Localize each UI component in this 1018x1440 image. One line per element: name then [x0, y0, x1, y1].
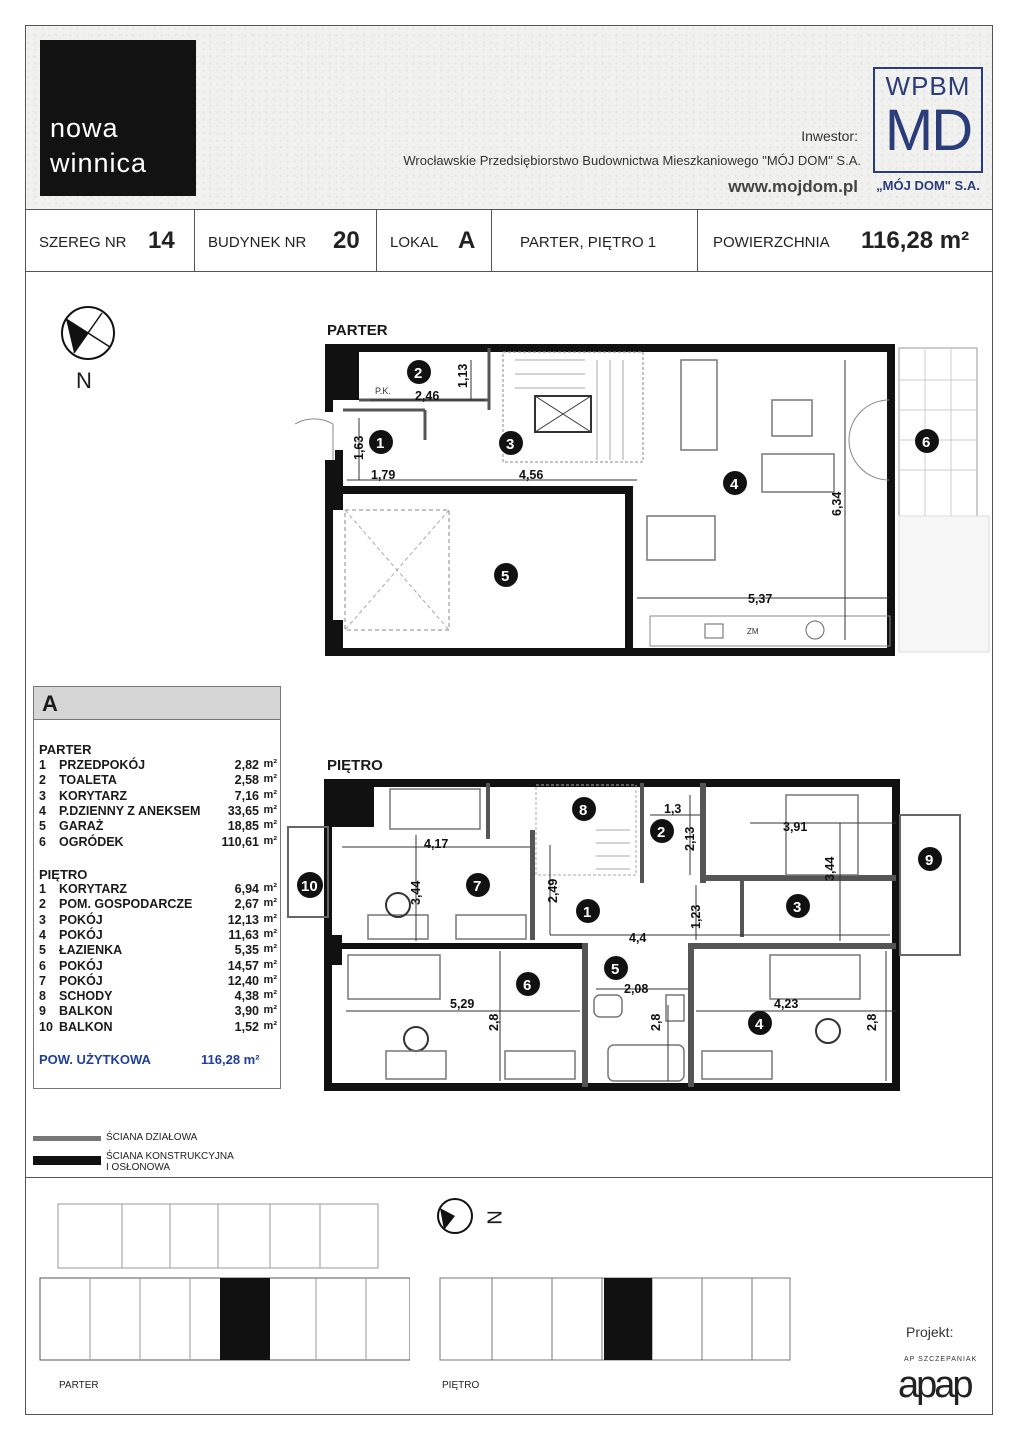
svg-text:8: 8	[579, 802, 588, 819]
legend-n: 10	[39, 1019, 53, 1034]
svg-text:5: 5	[501, 568, 510, 585]
pietro-dim-11: 5,29	[450, 997, 475, 1011]
svg-text:4: 4	[755, 1016, 764, 1033]
legend-n: 2	[39, 897, 46, 912]
compass-north-label: N	[76, 368, 92, 393]
legend-name: KORYTARZ	[59, 788, 128, 803]
budynek-label: BUDYNEK NR	[208, 234, 307, 251]
legend-unit: m²	[263, 1019, 277, 1032]
pietro-dim-7: 3,44	[823, 856, 837, 881]
legend-unit: m²	[263, 788, 277, 801]
legend-name: PRZEDPOKÓJ	[59, 758, 146, 772]
pietro-dim-12: 2,8	[487, 1013, 501, 1031]
lokal-label: LOKAL	[390, 234, 439, 251]
legend-name: POM. GOSPODARCZE	[59, 897, 193, 912]
logo-wpbm-text: WPBM	[885, 71, 971, 101]
pietro-dim-4: 1,3	[664, 802, 682, 816]
parter-dim-6: 6,34	[830, 491, 844, 516]
svg-text:3: 3	[506, 436, 515, 453]
legend-n: 4	[39, 803, 46, 818]
legend-name: POKÓJ	[59, 927, 103, 942]
levels-value: PARTER, PIĘTRO 1	[520, 234, 657, 251]
pietro-dim-1: 4,17	[424, 837, 449, 851]
legend-area: 2,58	[234, 773, 259, 788]
svg-text:1: 1	[583, 904, 592, 921]
pietro-dim-13: 2,8	[649, 1013, 663, 1031]
legend-area: 4,38	[234, 989, 259, 1004]
project-label: Projekt:	[906, 1324, 954, 1340]
legend-total-label: POW. UŻYTKOWA	[39, 1052, 151, 1067]
pk-label: P.K.	[375, 386, 391, 396]
parter-dim-3: 1,63	[352, 435, 366, 460]
pietro-dim-3: 2,49	[546, 878, 560, 903]
legend-n: 6	[39, 834, 46, 849]
legend-unit-letter: A	[42, 691, 58, 716]
dividing-wall-label: ŚCIANA DZIAŁOWA	[106, 1132, 198, 1143]
parter-dim-7: 5,37	[748, 592, 773, 606]
legend-area: 14,57	[227, 958, 259, 973]
pietro-dim-14: 4,23	[774, 997, 799, 1011]
investor-name: Wrocławskie Przedsiębiorstwo Budownictwa Mieszkaniowego "MÓJ DOM" S.A.	[403, 153, 861, 168]
legend-name: POKÓJ	[59, 958, 103, 973]
svg-text:3: 3	[793, 899, 802, 916]
legend-area: 33,65	[227, 803, 259, 818]
svg-text:7: 7	[473, 878, 482, 895]
legend-name: ŁAZIENKA	[59, 943, 123, 958]
szereg-label: SZEREG NR	[39, 234, 127, 251]
legend-name: OGRÓDEK	[59, 834, 124, 849]
legend-n: 9	[39, 1004, 46, 1019]
svg-text:9: 9	[925, 852, 934, 869]
legend-area: 2,67	[234, 897, 259, 912]
legend-unit: m²	[263, 912, 277, 925]
legend-area: 5,35	[234, 943, 259, 958]
pietro-title: PIĘTRO	[327, 757, 383, 774]
logo-line-1: nowa	[50, 113, 119, 143]
legend-n: 8	[39, 989, 46, 1004]
budynek-value: 20	[333, 227, 360, 254]
project-studio: AP SZCZEPANIAK	[904, 1356, 978, 1363]
legend-unit: m²	[263, 973, 277, 986]
pietro-dim-8: 1,23	[689, 904, 703, 929]
legend-name: GARAŻ	[59, 819, 104, 834]
parter-title: PARTER	[327, 322, 388, 339]
parter-dim-1: 2,46	[415, 389, 440, 403]
legend-n: 3	[39, 788, 46, 803]
legend-unit: m²	[263, 758, 277, 770]
legend-unit: m²	[263, 989, 277, 1002]
logo-md-text: MD	[884, 98, 972, 163]
legend-n: 6	[39, 958, 46, 973]
legend-n: 2	[39, 773, 46, 788]
legend-unit: m²	[263, 1004, 277, 1017]
legend-parter-title: PARTER	[39, 742, 92, 757]
legend-total-value: 116,28 m²	[201, 1052, 260, 1067]
legend-name: KORYTARZ	[59, 882, 128, 896]
legend-area: 110,61	[221, 834, 259, 849]
szereg-value: 14	[148, 227, 175, 254]
legend-n: 4	[39, 927, 46, 942]
overview-pietro-label: PIĘTRO	[442, 1380, 480, 1391]
pietro-dim-6: 3,91	[783, 820, 808, 834]
legend-area: 3,90	[234, 1004, 259, 1019]
legend-name: P.DZIENNY Z ANEKSEM	[59, 803, 201, 818]
legend-unit: m²	[263, 882, 277, 894]
page-frame	[25, 25, 993, 1415]
pietro-dim-5: 2,13	[683, 826, 697, 851]
legend-unit: m²	[263, 819, 277, 832]
legend-area: 1,52	[234, 1019, 259, 1034]
legend-name: POKÓJ	[59, 912, 103, 927]
pietro-dim-9: 4,4	[629, 931, 647, 945]
pietro-dim-10: 2,08	[624, 982, 649, 996]
zm-label: ZM	[747, 627, 759, 636]
legend-name: POKÓJ	[59, 973, 103, 988]
legend-area: 6,94	[234, 882, 259, 896]
legend-n: 5	[39, 943, 46, 958]
svg-text:2: 2	[414, 365, 423, 382]
structural-wall-label-1: ŚCIANA KONSTRUKCYJNA	[106, 1151, 234, 1162]
project-logo: apap	[898, 1364, 971, 1406]
svg-text:5: 5	[611, 961, 620, 978]
legend-n: 1	[39, 758, 46, 772]
legend-n: 1	[39, 882, 46, 896]
area-value: 116,28 m²	[861, 227, 970, 254]
investor-url[interactable]: www.mojdom.pl	[728, 177, 858, 196]
legend-area: 12,13	[227, 912, 259, 927]
investor-label: Inwestor:	[801, 128, 858, 144]
legend-unit: m²	[263, 803, 277, 816]
parter-dim-5: 4,56	[519, 468, 544, 482]
legend-unit: m²	[263, 773, 277, 786]
legend-area: 12,40	[227, 973, 259, 988]
legend-pietro-title: PIĘTRO	[39, 867, 88, 882]
parter-dim-2: 1,13	[456, 363, 470, 388]
svg-text:10: 10	[301, 878, 318, 895]
area-label: POWIERZCHNIA	[713, 234, 830, 251]
legend-name: BALKON	[59, 1019, 113, 1034]
legend-name: BALKON	[59, 1004, 113, 1019]
overview-north-label: N	[482, 1210, 505, 1225]
legend-unit: m²	[263, 958, 277, 971]
legend-area: 18,85	[227, 819, 259, 834]
parter-dim-4: 1,79	[371, 468, 396, 482]
legend-area: 2,82	[234, 758, 259, 772]
legend-name: SCHODY	[59, 989, 113, 1004]
legend-n: 5	[39, 819, 46, 834]
svg-text:2: 2	[657, 824, 666, 841]
legend-n: 7	[39, 973, 46, 988]
svg-text:6: 6	[922, 434, 931, 451]
legend-name: TOALETA	[59, 773, 117, 788]
legend-unit: m²	[263, 834, 277, 847]
pietro-dim-15: 2,8	[865, 1013, 879, 1031]
lokal-value: A	[458, 227, 476, 254]
pietro-dim-2: 3,44	[409, 880, 423, 905]
legend-unit: m²	[263, 897, 277, 910]
legend-unit: m²	[263, 927, 277, 940]
logo-line-2: winnica	[50, 148, 148, 178]
overview-parter-label: PARTER	[59, 1380, 99, 1391]
svg-text:4: 4	[730, 476, 739, 493]
structural-wall-label-2: I OSŁONOWA	[106, 1162, 171, 1173]
legend-unit: m²	[263, 943, 277, 956]
legend-area: 7,16	[234, 788, 259, 803]
legend-area: 11,63	[228, 927, 259, 942]
logo-mojdom-text: „MÓJ DOM" S.A.	[876, 178, 980, 193]
svg-text:6: 6	[523, 977, 532, 994]
legend-n: 3	[39, 912, 46, 927]
svg-text:1: 1	[376, 435, 385, 452]
